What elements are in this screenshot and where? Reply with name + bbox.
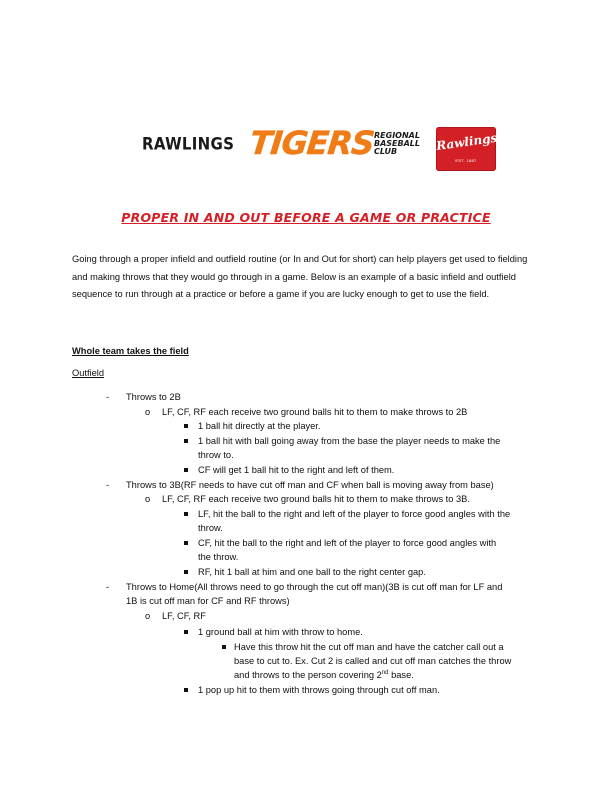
list-item-throws-home-cont: 1B is cut off man for CF and RF throws) [126, 596, 290, 606]
ordinal-suffix: nd [381, 669, 389, 676]
list-item-2b-point-1: 1 ball hit directly at the player. [198, 421, 321, 431]
square-bullet [184, 541, 188, 545]
square-bullet [184, 468, 188, 472]
dash-bullet: - [106, 392, 110, 402]
list-item-home-nested-1: Have this throw hit the cut off man and have the catcher call out a [234, 642, 504, 652]
nested-3-text: and throws to the person covering 2 [234, 670, 382, 680]
list-item-2b-sub: LF, CF, RF each receive two ground balls hit to them to make throws to 2B [162, 407, 468, 417]
header-logos [0, 122, 612, 178]
list-item-3b-point-1: LF, hit the ball to the right and left of the player to force good angles with the [198, 509, 511, 519]
badge-est: EST. 1887 [455, 158, 477, 163]
rawlings-wordmark: RAWLINGS [142, 134, 235, 154]
subheading-outfield: Outfield [72, 368, 105, 378]
list-item-2b-point-2-cont: throw to. [198, 450, 234, 460]
dash-bullet: - [106, 582, 110, 592]
club-line-2: BASEBALL [374, 139, 420, 148]
list-item-3b-point-3: RF, hit 1 ball at him and one ball to the right center gap. [198, 567, 426, 577]
list-item-home-nested-3 [234, 668, 414, 683]
square-bullet [184, 439, 188, 443]
intro-paragraph: Going through a proper infield and outfield routine (or In and Out for short) can help players get used to fielding and making throws that they would go through in a game. Below is an example of a basic infield and outfield sequence to run through at a practice or before a game if you are lucky enough to get to use the field. [72, 254, 528, 299]
circle-bullet: o [145, 494, 151, 504]
list-item-2b-point-3: CF will get 1 ball hit to the right and left of them. [198, 465, 395, 475]
list-item-home-point-2: 1 pop up hit to them with throws going through cut off man. [198, 685, 440, 695]
circle-bullet: o [145, 407, 151, 417]
tigers-wordmark: TIGERS [248, 124, 376, 162]
list-item-throws-3b: Throws to 3B(RF needs to have cut off man and CF when ball is moving away from base) [126, 480, 494, 490]
club-line-3: CLUB [374, 147, 398, 156]
section-heading: Whole team takes the field [72, 346, 189, 356]
square-bullet [184, 570, 188, 574]
square-bullet [184, 630, 188, 634]
list-item-2b-point-2: 1 ball hit with ball going away from the base the player needs to make the [198, 436, 501, 446]
circle-bullet: o [145, 611, 151, 621]
square-bullet [184, 512, 188, 516]
list-item-3b-point-2: CF, hit the ball to the right and left of the player to force good angles with [198, 538, 497, 548]
nested-square-bullet [222, 645, 226, 649]
list-item-throws-home: Throws to Home(All throws need to go through the cut off man)(3B is cut off man for LF and [126, 582, 503, 592]
list-item-3b-sub: LF, CF, RF each receive two ground balls hit to them to make throws to 3B. [162, 494, 470, 504]
rawlings-badge-logo [435, 127, 499, 171]
list-item-home-point-1: 1 ground ball at him with throw to home. [198, 627, 363, 637]
document-title: PROPER IN AND OUT BEFORE A GAME OR PRACTICE [121, 210, 491, 225]
nested-3-tail: base. [388, 670, 414, 680]
square-bullet [184, 424, 188, 428]
list-item-throws-2b: Throws to 2B [126, 392, 181, 402]
square-bullet [184, 688, 188, 692]
list-item-home-nested-2: base to cut to. Ex. Cut 2 is called and cut off man catches the throw [234, 656, 512, 666]
club-line-1: REGIONAL [374, 131, 420, 140]
list-item-3b-point-2-cont: the throw. [198, 552, 239, 562]
list-item-3b-point-1-cont: throw. [198, 523, 223, 533]
list-item-home-sub: LF, CF, RF [162, 611, 206, 621]
badge-script: Rawlings [435, 130, 499, 154]
dash-bullet: - [106, 480, 110, 490]
club-name-logo [374, 132, 434, 156]
